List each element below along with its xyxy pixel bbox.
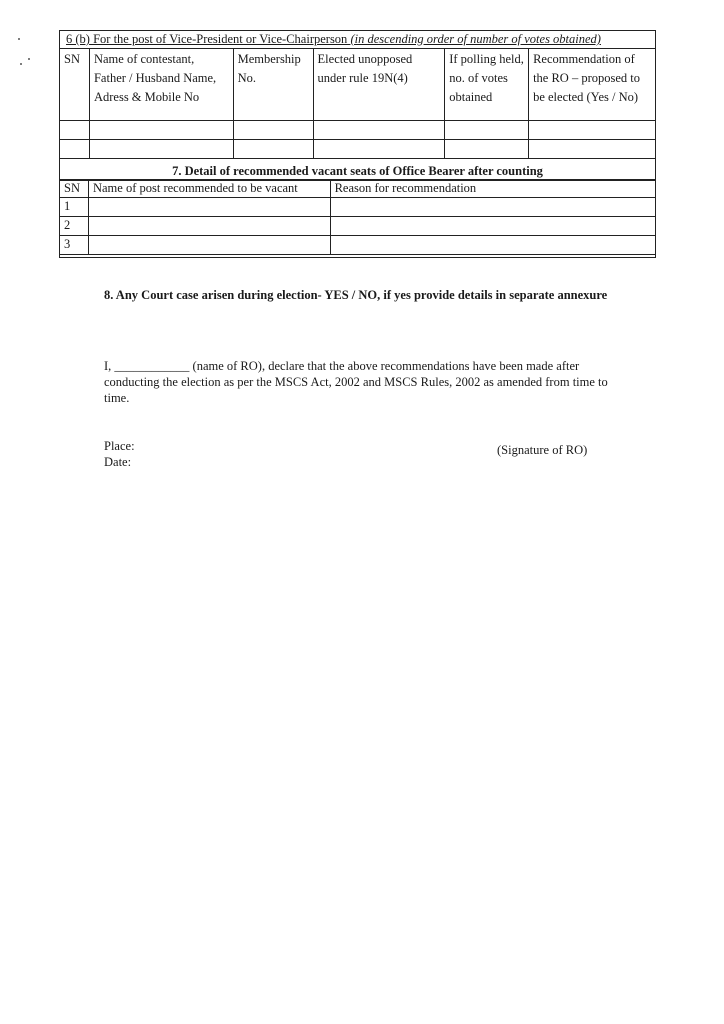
ro-declaration: I, ____________ (name of RO), declare that the above recommendations have been made after conducting the election as per the MSCS Act, 2002 and MSCS Rules, 2002 as amended from time to time. [104,359,608,405]
table-header-row [60,180,656,198]
vacant-seats-table [59,179,656,255]
header-unopposed: Elected unopposed under rule 19N(4) [313,49,445,121]
header-sn: SN [60,49,90,121]
table-row: 1 [60,198,656,217]
section-6b-title: 6 (b) For the post of Vice-President or Vice-Chairperson (in descending order of number of votes obtained) [66,32,601,46]
scan-speck [20,63,22,65]
scan-speck [18,38,20,40]
signature-label: (Signature of RO) [497,443,588,457]
court-case-question: 8. Any Court case arisen during election- YES / NO, if yes provide details in separate annexure [104,288,608,302]
header-post: Name of post recommended to be vacant [88,180,330,198]
header-votes: If polling held, no. of votes obtained [445,49,529,121]
table-row: 3 [60,236,656,255]
header-recommendation: Recommendation of the RO – proposed to be elected (Yes / No) [529,49,656,121]
scan-speck [28,58,30,60]
header-contestant: Name of contestant, Father / Husband Name, Adress & Mobile No [89,49,233,121]
table-row [60,121,656,140]
header-sn: SN [60,180,89,198]
table-header-row [60,49,656,121]
form-frame [59,30,656,258]
table-row: 2 [60,217,656,236]
place-label: Place: [104,439,135,453]
vice-president-table [59,48,656,159]
header-membership: Membership No. [233,49,313,121]
section-7-title: 7. Detail of recommended vacant seats of Office Bearer after counting [60,163,655,181]
table-row [60,140,656,159]
header-reason: Reason for recommendation [330,180,655,198]
date-label: Date: [104,455,132,469]
